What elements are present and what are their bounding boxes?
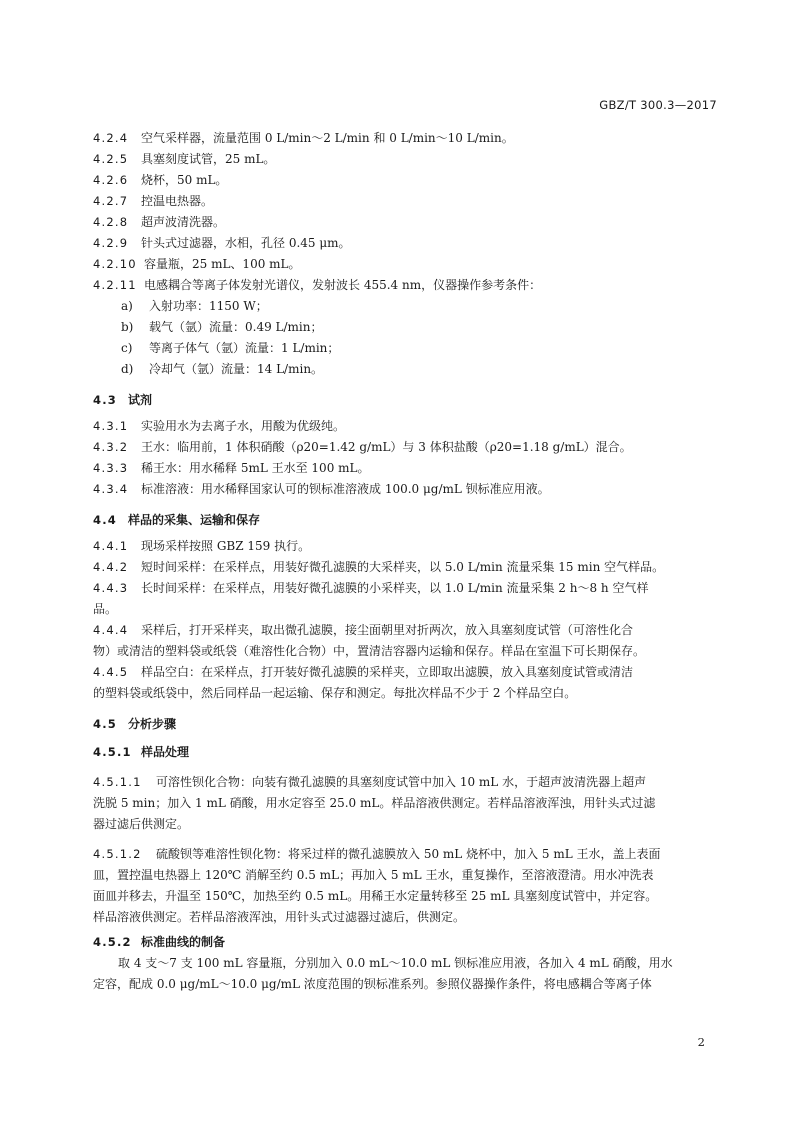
clause-number: 4.4.1 [93, 539, 129, 553]
clause-number: 4.2.6 [93, 173, 129, 187]
item-4-2-8 [93, 212, 720, 233]
item-4-2-7 [93, 191, 720, 212]
list-text: 等离子体气（氩）流量：1 L/min； [149, 341, 340, 355]
clause-number: 4.5.1.1 [93, 775, 142, 789]
clause-text: 稀王水：用水稀释 5mL 王水至 100 mL。 [141, 461, 370, 475]
page-number: 2 [697, 1035, 705, 1049]
clause-text-line: 物）或清洁的塑料袋或纸袋（难溶性化合物）中，置清洁容器内运输和保存。样品在室温下可长期保存。 [93, 644, 646, 658]
list-text: 入射功率：1150 W； [149, 299, 268, 313]
section-number: 4.4 [93, 513, 117, 527]
clause-text: 实验用水为去离子水，用酸为优级纯。 [141, 419, 346, 433]
section-number: 4.5.2 [93, 935, 132, 949]
clause-number: 4.2.8 [93, 215, 129, 229]
standard-code: GBZ/T 300.3—2017 [599, 98, 717, 112]
item-4-4-3 [93, 578, 720, 620]
clause-text: 具塞刻度试管，25 mL。 [141, 152, 276, 166]
clause-number: 4.3.1 [93, 419, 129, 433]
section-title: 标准曲线的制备 [141, 935, 226, 949]
section-title: 分析步骤 [128, 717, 177, 731]
clause-text: 控温电热器。 [141, 194, 214, 208]
condition-a [93, 296, 720, 317]
clause-text: 王水：临用前，1 体积硝酸（ρ20=1.42 g/mL）与 3 体积盐酸（ρ20=1.18 g/mL）混合。 [141, 440, 632, 454]
clause-number: 4.4.2 [93, 560, 129, 574]
item-4-2-10 [93, 254, 720, 275]
clause-text: 超声波清洗器。 [141, 215, 226, 229]
clause-text-line: 皿，置控温电热器上 120℃ 消解至约 0.5 mL；再加入 5 mL 王水，重复操作，至溶液澄清。用水冲洗表 [93, 868, 654, 882]
clause-number: 4.3.3 [93, 461, 129, 475]
clause-number: 4.4.4 [93, 623, 129, 637]
item-4-4-1 [93, 536, 720, 557]
condition-c [93, 338, 720, 359]
clause-text-line: 短时间采样：在采样点，用装好微孔滤膜的大采样夹，以 5.0 L/min 流量采集 15 min 空气样品。 [141, 560, 665, 574]
list-letter: d) [121, 362, 134, 376]
section-heading-4-3 [93, 390, 720, 411]
item-4-2-9 [93, 233, 720, 254]
clause-number: 4.5.1.2 [93, 847, 142, 861]
clause-text-line: 洗脱 5 min；加入 1 mL 硝酸，用水定容至 25.0 mL。样品溶液供测定。若样品溶液浑浊，用针头式过滤 [93, 796, 656, 810]
clause-text: 电感耦合等离子体发射光谱仪，发射波长 455.4 nm，仪器操作参考条件： [144, 278, 542, 292]
item-4-2-6 [93, 170, 720, 191]
item-4-4-5 [93, 662, 720, 704]
item-4-3-3 [93, 458, 720, 479]
clause-text-line: 现场采样按照 GBZ 159 执行。 [141, 539, 311, 553]
subsection-heading-4-5-2 [93, 932, 720, 953]
clause-number: 4.2.5 [93, 152, 129, 166]
document-body [93, 128, 720, 995]
item-4-2-11 [93, 275, 720, 296]
section-title: 样品处理 [141, 745, 190, 759]
para-4-5-1-1 [93, 772, 720, 835]
para-4-5-2 [93, 953, 720, 995]
clause-number: 4.2.11 [93, 278, 137, 292]
clause-number: 4.2.9 [93, 236, 129, 250]
clause-number: 4.4.5 [93, 665, 129, 679]
clause-text-line: 样品溶液供测定。若样品溶液浑浊，用针头式过滤器过滤后，供测定。 [93, 910, 466, 924]
clause-number: 4.2.4 [93, 131, 129, 145]
list-text: 载气（氩）流量：0.49 L/min； [149, 320, 323, 334]
item-4-3-4 [93, 479, 720, 500]
subsection-heading-4-5-1 [93, 742, 720, 763]
condition-b [93, 317, 720, 338]
clause-text-line: 的塑料袋或纸袋中，然后同样品一起运输、保存和测定。每批次样品不少于 2 个样品空白。 [93, 686, 577, 700]
clause-text: 标准溶液：用水稀释国家认可的钡标准溶液成 100.0 μg/mL 钡标准应用液。 [141, 482, 550, 496]
clause-text-line: 定容，配成 0.0 μg/mL～10.0 μg/mL 浓度范围的钡标准系列。参照仪器操作条件，将电感耦合等离子体 [93, 977, 652, 991]
section-number: 4.3 [93, 393, 117, 407]
item-4-2-5 [93, 149, 720, 170]
clause-text-line: 面皿并移去，升温至 150℃，加热至约 0.5 mL。用稀王水定量转移至 25 mL 具塞刻度试管中，并定容。 [93, 889, 658, 903]
clause-text-line: 采样后，打开采样夹，取出微孔滤膜，接尘面朝里对折两次，放入具塞刻度试管（可溶性化合 [141, 623, 634, 637]
clause-number: 4.4.3 [93, 581, 129, 595]
clause-text-line: 样品空白：在采样点，打开装好微孔滤膜的采样夹，立即取出滤膜，放入具塞刻度试管或清洁 [141, 665, 634, 679]
item-4-4-4 [93, 620, 720, 662]
clause-number: 4.2.7 [93, 194, 129, 208]
clause-text: 烧杯，50 mL。 [141, 173, 228, 187]
clause-text: 容量瓶，25 mL、100 mL。 [144, 257, 301, 271]
section-number: 4.5.1 [93, 745, 132, 759]
clause-text: 空气采样器，流量范围 0 L/min～2 L/min 和 0 L/min～10 L/min。 [141, 131, 514, 145]
list-text: 冷却气（氩）流量：14 L/min。 [149, 362, 324, 376]
para-4-5-1-2 [93, 844, 720, 928]
section-heading-4-5 [93, 714, 720, 735]
clause-text-line: 品。 [93, 602, 118, 616]
item-4-3-2 [93, 437, 720, 458]
list-letter: a) [121, 299, 133, 313]
item-4-2-4 [93, 128, 720, 149]
item-4-4-2 [93, 557, 720, 578]
section-heading-4-4 [93, 510, 720, 531]
condition-d [93, 359, 720, 380]
clause-text-line: 长时间采样：在采样点，用装好微孔滤膜的小采样夹，以 1.0 L/min 流量采集 2 h～8 h 空气样 [141, 581, 649, 595]
clause-text-line: 硫酸钡等难溶性钡化物：将采过样的微孔滤膜放入 50 mL 烧杯中，加入 5 mL 王水，盖上表面 [156, 847, 661, 861]
section-number: 4.5 [93, 717, 117, 731]
clause-number: 4.3.4 [93, 482, 129, 496]
item-4-3-1 [93, 416, 720, 437]
section-title: 样品的采集、运输和保存 [128, 513, 261, 527]
clause-text-line: 器过滤后供测定。 [93, 817, 190, 831]
clause-number: 4.2.10 [93, 257, 137, 271]
clause-text-line: 取 4 支～7 支 100 mL 容量瓶，分别加入 0.0 mL～10.0 mL 钡标准应用液，各加入 4 mL 硝酸，用水 [118, 956, 673, 970]
list-letter: b) [121, 320, 134, 334]
section-title: 试剂 [128, 393, 153, 407]
list-letter: c) [121, 341, 133, 355]
clause-number: 4.3.2 [93, 440, 129, 454]
clause-text-line: 可溶性钡化合物：向装有微孔滤膜的具塞刻度试管中加入 10 mL 水，于超声波清洗器上超声 [156, 775, 647, 789]
clause-text: 针头式过滤器，水相，孔径 0.45 μm。 [141, 236, 351, 250]
